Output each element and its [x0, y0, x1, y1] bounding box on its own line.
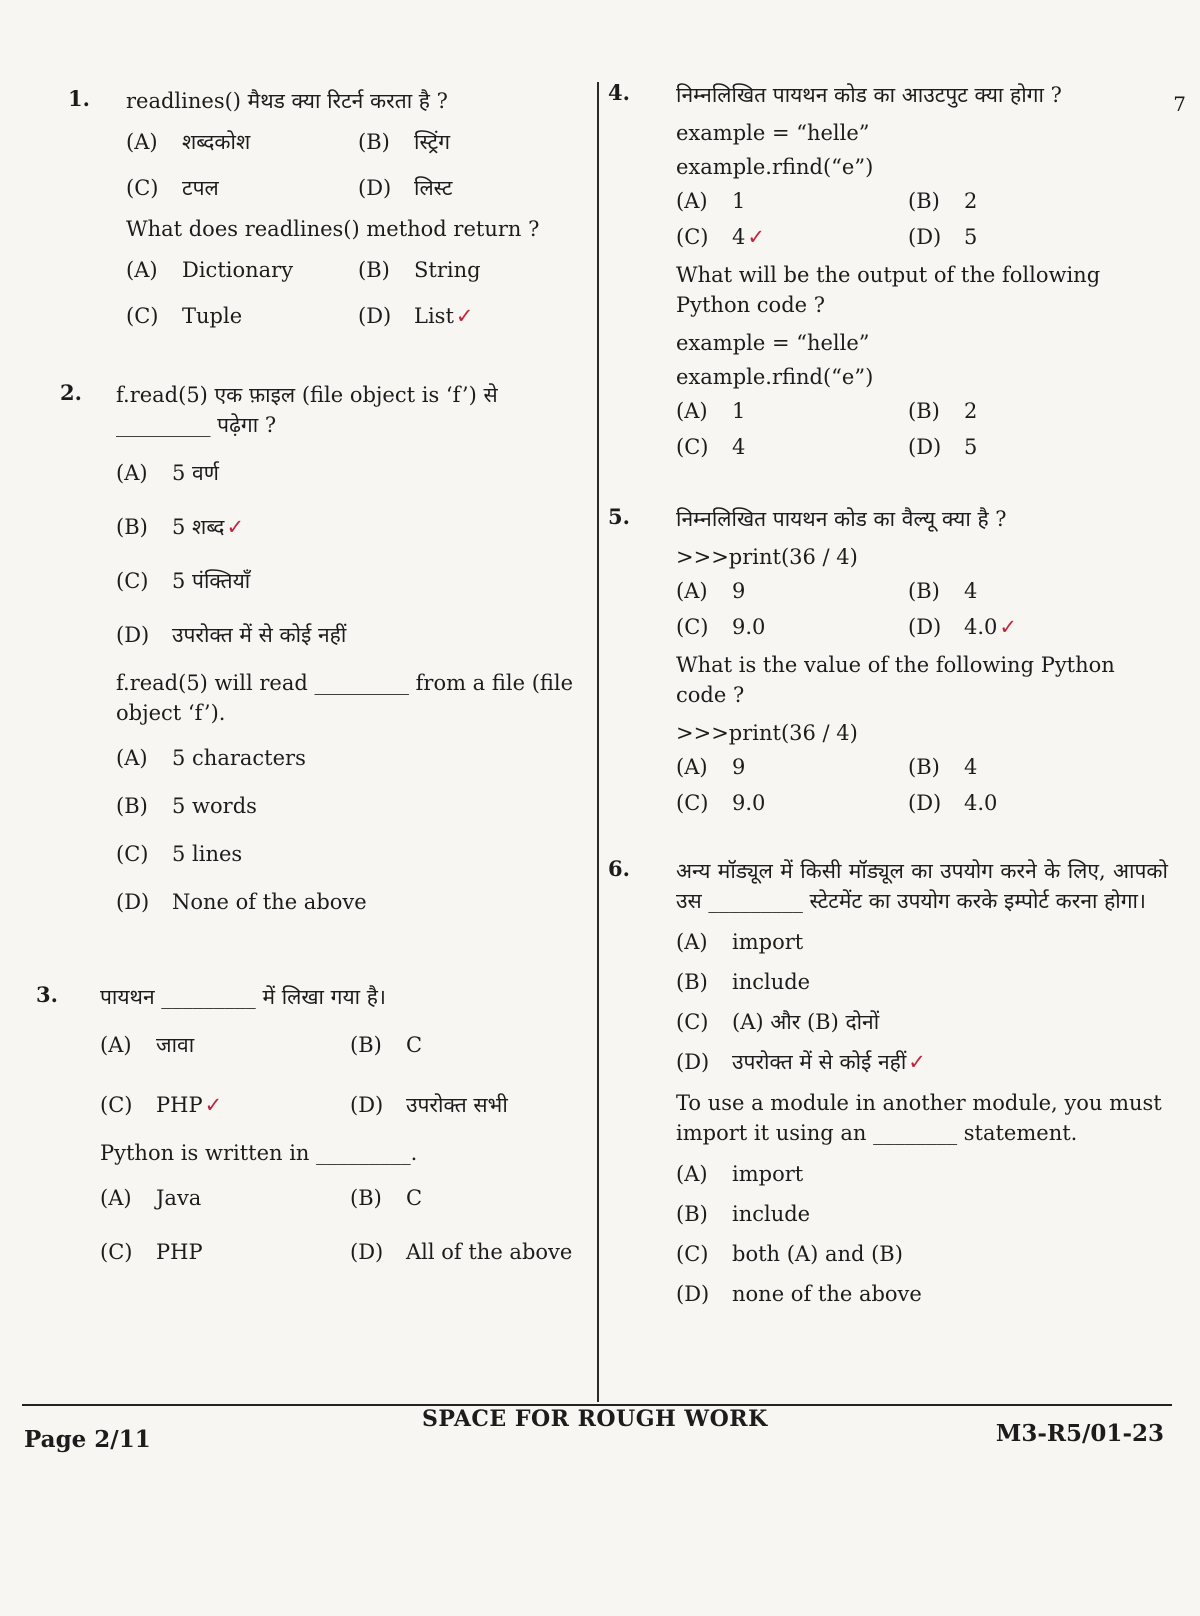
option-b: (B) 2 [908, 189, 978, 213]
option-a: (A) शब्दकोश [126, 130, 251, 154]
option-c: (C) 5 पंक्तियाँ [116, 569, 251, 593]
option-b: (B) 4 [908, 579, 978, 603]
question-number: 3. [36, 982, 58, 1007]
question-number: 5. [608, 504, 630, 529]
question-stem-hindi: निम्नलिखित पायथन कोड का आउटपुट क्या होगा ? [676, 83, 1062, 107]
option-a: (A) 9 [676, 755, 746, 779]
option-c: (C) टपल [126, 176, 219, 200]
option-d: (D) All of the above [350, 1240, 573, 1264]
option-a: (A) 9 [676, 579, 746, 603]
question-5 [608, 504, 1168, 820]
code-line: example.rfind(“e”) [676, 155, 874, 179]
code-line: >>>print(36 / 4) [676, 545, 858, 569]
option-c: (C) both (A) and (B) [676, 1242, 903, 1266]
options-hindi [676, 184, 1168, 254]
option-c: (C) 5 lines [116, 842, 243, 866]
question-4 [608, 80, 1168, 464]
question-number: 6. [608, 856, 630, 881]
option-d: (D) 5 [908, 435, 978, 459]
code-line: example = “helle” [676, 331, 870, 355]
question-stem-hindi: readlines() मैथड क्या रिटर्न करता है ? [126, 89, 448, 113]
option-b: (B) 2 [908, 399, 978, 423]
option-c: (C) Tuple [126, 304, 243, 328]
question-stem-english: What is the value of the following Python code ? [676, 653, 1115, 707]
question-1 [30, 86, 590, 336]
option-b: (B) C [350, 1033, 423, 1057]
question-stem-hindi: पायथन _________ में लिखा गया है। [100, 985, 386, 1009]
pen-tick-mark: ✓ [226, 515, 245, 539]
option-c: (C) (A) और (B) दोनों [676, 1010, 880, 1034]
question-stem-hindi: निम्नलिखित पायथन कोड का वैल्यू क्या है ? [676, 507, 1007, 531]
option-b: (B) String [358, 258, 481, 282]
question-number: 1. [68, 86, 90, 111]
question-number: 2. [60, 380, 82, 405]
question-stem-hindi: f.read(5) एक फ़ाइल (file object is ‘f’) से _________ पढ़ेगा ? [116, 383, 498, 437]
option-b: (B) 5 शब्द ✓ [116, 500, 590, 554]
options-hindi [676, 922, 1168, 1082]
page-number: Page 2/11 [24, 1426, 151, 1453]
options-english [100, 1174, 590, 1276]
page-corner-number: 7 [1173, 92, 1186, 116]
option-d: (D) लिस्ट [358, 176, 453, 200]
pen-tick-mark: ✓ [908, 1050, 926, 1074]
options-english [676, 750, 1168, 820]
code-line: example.rfind(“e”) [676, 365, 874, 389]
options-english [116, 734, 590, 926]
option-a: (A) 5 characters [116, 746, 306, 770]
option-a: (A) जावा [100, 1033, 195, 1057]
question-number: 4. [608, 80, 630, 105]
option-d: (D) 5 [908, 225, 978, 249]
options-english [676, 1154, 1168, 1314]
pen-tick-mark: ✓ [747, 225, 765, 249]
option-d: (D) 4.0 [908, 791, 998, 815]
question-stem-english: Python is written in _________. [100, 1141, 418, 1165]
options-hindi [100, 1018, 590, 1132]
question-stem-hindi: अन्य मॉड्यूल में किसी मॉड्यूल का उपयोग करने के लिए, आपको उस _________ स्टेटमेंट का उपयोग करके इम्पोर्ट करना होगा। [676, 859, 1168, 913]
options-english [676, 394, 1168, 464]
pen-tick-mark: ✓ [204, 1093, 223, 1117]
option-c: (C) PHP [100, 1240, 203, 1264]
option-a: (A) Dictionary [126, 258, 294, 282]
option-b: (B) include [676, 1202, 811, 1226]
option-d: (D) उपरोक्त में से कोई नहीं ✓ [676, 1042, 1168, 1082]
option-b: (B) 4 [908, 755, 978, 779]
paper-code: M3-R5/01-23 [995, 1420, 1164, 1447]
option-a: (A) 1 [676, 399, 746, 423]
options-english [126, 250, 590, 336]
question-stem-english: f.read(5) will read _________ from a file (file object ‘f’). [116, 671, 574, 725]
question-2 [30, 380, 590, 926]
code-line: example = “helle” [676, 121, 870, 145]
option-d: (D) उपरोक्त सभी [350, 1093, 508, 1117]
left-column [30, 80, 590, 1282]
option-c: (C) PHP ✓ [100, 1078, 350, 1132]
pen-tick-mark: ✓ [455, 304, 474, 328]
option-d: (D) 4.0 ✓ [908, 610, 1140, 644]
question-6 [608, 856, 1168, 1314]
option-a: (A) 1 [676, 189, 746, 213]
options-hindi [116, 446, 590, 662]
option-d: (D) List ✓ [358, 296, 590, 336]
option-a: (A) 5 वर्ण [116, 461, 219, 485]
option-a: (A) import [676, 930, 804, 954]
option-d: (D) none of the above [676, 1282, 922, 1306]
option-b: (B) include [676, 970, 811, 994]
options-hindi [676, 574, 1168, 644]
question-stem-english: To use a module in another module, you must import it using an ________ statement. [676, 1091, 1162, 1145]
option-d: (D) None of the above [116, 890, 367, 914]
option-c: (C) 4 [676, 435, 746, 459]
question-stem-english: What will be the output of the following Python code ? [676, 263, 1101, 317]
question-stem-english: What does readlines() method return ? [126, 217, 540, 241]
right-column [608, 80, 1168, 1320]
option-a: (A) import [676, 1162, 804, 1186]
code-line: >>>print(36 / 4) [676, 721, 858, 745]
option-b: (B) स्ट्रिंग [358, 130, 451, 154]
option-c: (C) 9.0 [676, 615, 766, 639]
options-hindi [126, 122, 590, 208]
pen-tick-mark: ✓ [999, 615, 1018, 639]
rough-work-label: SPACE FOR ROUGH WORK [422, 1406, 768, 1432]
option-a: (A) Java [100, 1186, 202, 1210]
question-3 [30, 982, 590, 1276]
option-b: (B) C [350, 1186, 423, 1210]
option-c: (C) 4 ✓ [676, 220, 908, 254]
option-c: (C) 9.0 [676, 791, 766, 815]
option-b: (B) 5 words [116, 794, 257, 818]
option-d: (D) उपरोक्त में से कोई नहीं [116, 623, 347, 647]
